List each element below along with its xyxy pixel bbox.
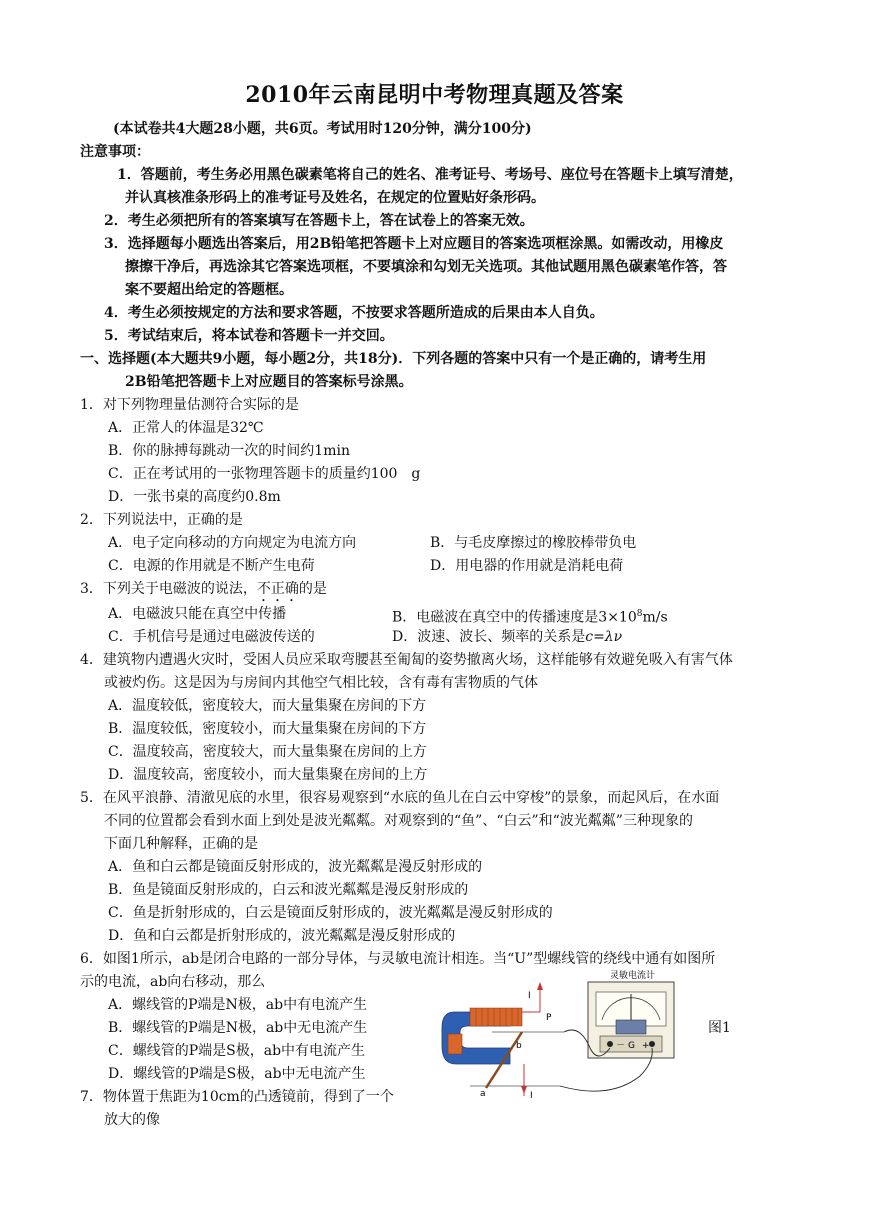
q1-option-c: C．正在考试用的一张物理答题卡的质量约100 g xyxy=(108,466,421,482)
q6-option-c: C．螺线管的P端是S极，ab中有电流产生 xyxy=(108,1043,366,1059)
q3-option-a: A．电磁波只能在真空中传播 xyxy=(108,606,287,622)
q3-option-d xyxy=(392,627,622,647)
notice-item: 擦擦干净后，再选涂其它答案选项框，不要填涂和勾划无关选项。其他试题用黑色碳素笔作答，答 xyxy=(125,259,727,275)
galvanometer-g-label: G xyxy=(628,1041,635,1051)
notice-item: 1．答题前，考生务必用黑色碳素笔将自己的姓名、准考证号、考场号、座位号在答题卡上填写清楚， xyxy=(117,167,743,183)
galvanometer-magnet xyxy=(616,1020,646,1034)
terminal-minus-label: － xyxy=(616,1041,626,1051)
exam-info: (本试卷共4大题28小题，共6页。考试用时120分钟，满分100分) xyxy=(113,121,532,137)
conductor-a-label: a xyxy=(480,1089,486,1099)
q5-option-b: B．鱼是镜面反射形成的，白云和波光粼粼是漫反射形成的 xyxy=(108,882,469,898)
q1-option-a: A．正常人的体温是32℃ xyxy=(108,420,264,436)
question-5-stem-cont: 不同的位置都会看到水面上到处是波光粼粼。对观察到的“鱼”、“白云”和“波光粼粼”三种现象的 xyxy=(104,813,693,829)
q5-option-a: A．鱼和白云都是镜面反射形成的，波光粼粼是漫反射形成的 xyxy=(108,859,483,875)
question-6-stem-cont: 示的电流，ab向右移动，那么 xyxy=(80,974,266,990)
q3-b-post: m/s xyxy=(642,609,668,626)
current-label-bottom: I xyxy=(530,1091,533,1101)
notice-heading: 注意事项： xyxy=(80,144,150,160)
q1-option-d: D．一张书桌的高度约0.8m xyxy=(108,489,281,505)
q3-d-pre: D．波速、波长、频率的关系是 xyxy=(392,629,586,645)
q3-d-formula: c=λν xyxy=(585,629,623,645)
question-1-stem: 1．对下列物理量估测符合实际的是 xyxy=(80,397,299,413)
figure-1-label: 图1 xyxy=(708,1020,731,1036)
q3-stem-post: 的是 xyxy=(298,581,327,597)
q6-option-a: A．螺线管的P端是N极，ab中有电流产生 xyxy=(108,997,368,1013)
q4-option-a: A．温度较低，密度较大，而大量集聚在房间的下方 xyxy=(108,698,427,714)
q3-stem-emphasis: 不正确 xyxy=(256,581,299,597)
section-heading: 一、选择题(本大题共9小题，每小题2分，共18分)．下列各题的答案中只有一个是正确的，请考生用 xyxy=(80,351,707,367)
q4-option-b: B．温度较低，密度较小，而大量集聚在房间的下方 xyxy=(108,721,427,737)
galvanometer-title: 灵敏电流计 xyxy=(610,971,656,981)
pole-p-label: P xyxy=(546,1013,552,1023)
q3-stem-pre: 3．下列关于电磁波的说法， xyxy=(80,581,257,597)
question-4-stem-cont: 或被灼伤。这是因为与房间内其他空气相比较，含有毒有害物质的气体 xyxy=(104,675,538,691)
conductor-b-label: b xyxy=(516,1041,522,1051)
current-arrow-top xyxy=(537,982,543,990)
terminal-plus-dot xyxy=(649,1041,655,1047)
q5-option-c: C．鱼是折射形成的，白云是镜面反射形成的，波光粼粼是漫反射形成的 xyxy=(108,905,553,921)
notice-item: 并认真核准条形码上的准考证号及姓名，在规定的位置贴好条形码。 xyxy=(125,190,545,206)
section-heading-cont: 2B铅笔把答题卡上对应题目的答案标号涂黑。 xyxy=(125,374,413,390)
question-7-stem: 7．物体置于焦距为10cm的凸透镜前，得到了一个 xyxy=(80,1089,394,1105)
question-3-stem xyxy=(80,579,327,605)
q3-option-c: C．手机信号是通过电磁波传送的 xyxy=(108,629,315,645)
q4-option-c: C．温度较高，密度较大，而大量集聚在房间的上方 xyxy=(108,744,427,760)
q2-option-a: A．电子定向移动的方向规定为电流方向 xyxy=(108,535,357,551)
notice-item: 5．考试结束后，将本试卷和答题卡一并交回。 xyxy=(104,328,394,344)
question-2-stem: 2．下列说法中，正确的是 xyxy=(80,512,243,528)
notice-item: 4．考生必须按规定的方法和要求答题，不按要求答题所造成的后果由本人自负。 xyxy=(104,305,604,321)
coil-top xyxy=(470,1008,522,1026)
notice-item: 2．考生必须把所有的答案填写在答题卡上，答在试卷上的答案无效。 xyxy=(104,213,534,229)
question-7-stem-cont: 放大的像 xyxy=(104,1112,160,1128)
q3-b-pre: B．电磁波在真空中的传播速度是3×10 xyxy=(392,609,637,626)
question-5-stem-cont2: 下面几种解释，正确的是 xyxy=(104,836,258,852)
question-5-stem: 5．在风平浪静、清澈见底的水里，很容易观察到“水底的鱼儿在白云中穿梭”的景象，而起风后，在水面 xyxy=(80,790,720,806)
current-arrow-bottom xyxy=(521,1086,527,1094)
q1-option-b: B．你的脉搏每跳动一次的时间约1min xyxy=(108,443,350,459)
notice-item: 案不要超出给定的答题框。 xyxy=(125,282,293,298)
figure-1-diagram xyxy=(440,968,680,1108)
question-4-stem: 4．建筑物内遭遇火灾时，受困人员应采取弯腰甚至匍匐的姿势撤离火场，这样能够有效避免吸入有害气体 xyxy=(80,652,733,668)
q3-b-exponent: 8 xyxy=(636,609,643,619)
q3-option-b xyxy=(392,604,668,628)
coil-side xyxy=(448,1034,462,1054)
q5-option-d: D．鱼和白云都是折射形成的，波光粼粼是漫反射形成的 xyxy=(108,928,456,944)
terminal-minus-dot xyxy=(607,1041,613,1047)
question-6-stem: 6．如图1所示，ab是闭合电路的一部分导体，与灵敏电流计相连。当“U”型螺线管的绕线中通有如图所 xyxy=(80,951,716,967)
terminal-plus-label: + xyxy=(642,1041,650,1051)
q2-option-c: C．电源的作用就是不断产生电荷 xyxy=(108,558,315,574)
page-title: 2010年云南昆明中考物理真题及答案 xyxy=(245,82,624,108)
q2-option-d: D．用电器的作用就是消耗电荷 xyxy=(430,558,624,574)
q4-option-d: D．温度较高，密度较小，而大量集聚在房间的上方 xyxy=(108,767,428,783)
current-label-top: I xyxy=(528,991,531,1001)
q2-option-b: B．与毛皮摩擦过的橡胶棒带负电 xyxy=(430,535,637,551)
q6-option-d: D．螺线管的P端是S极，ab中无电流产生 xyxy=(108,1066,366,1082)
q6-option-b: B．螺线管的P端是N极，ab中无电流产生 xyxy=(108,1020,368,1036)
notice-item: 3．选择题每小题选出答案后，用2B铅笔把答题卡上对应题目的答案选项框涂黑。如需改动，用橡皮 xyxy=(104,236,724,252)
